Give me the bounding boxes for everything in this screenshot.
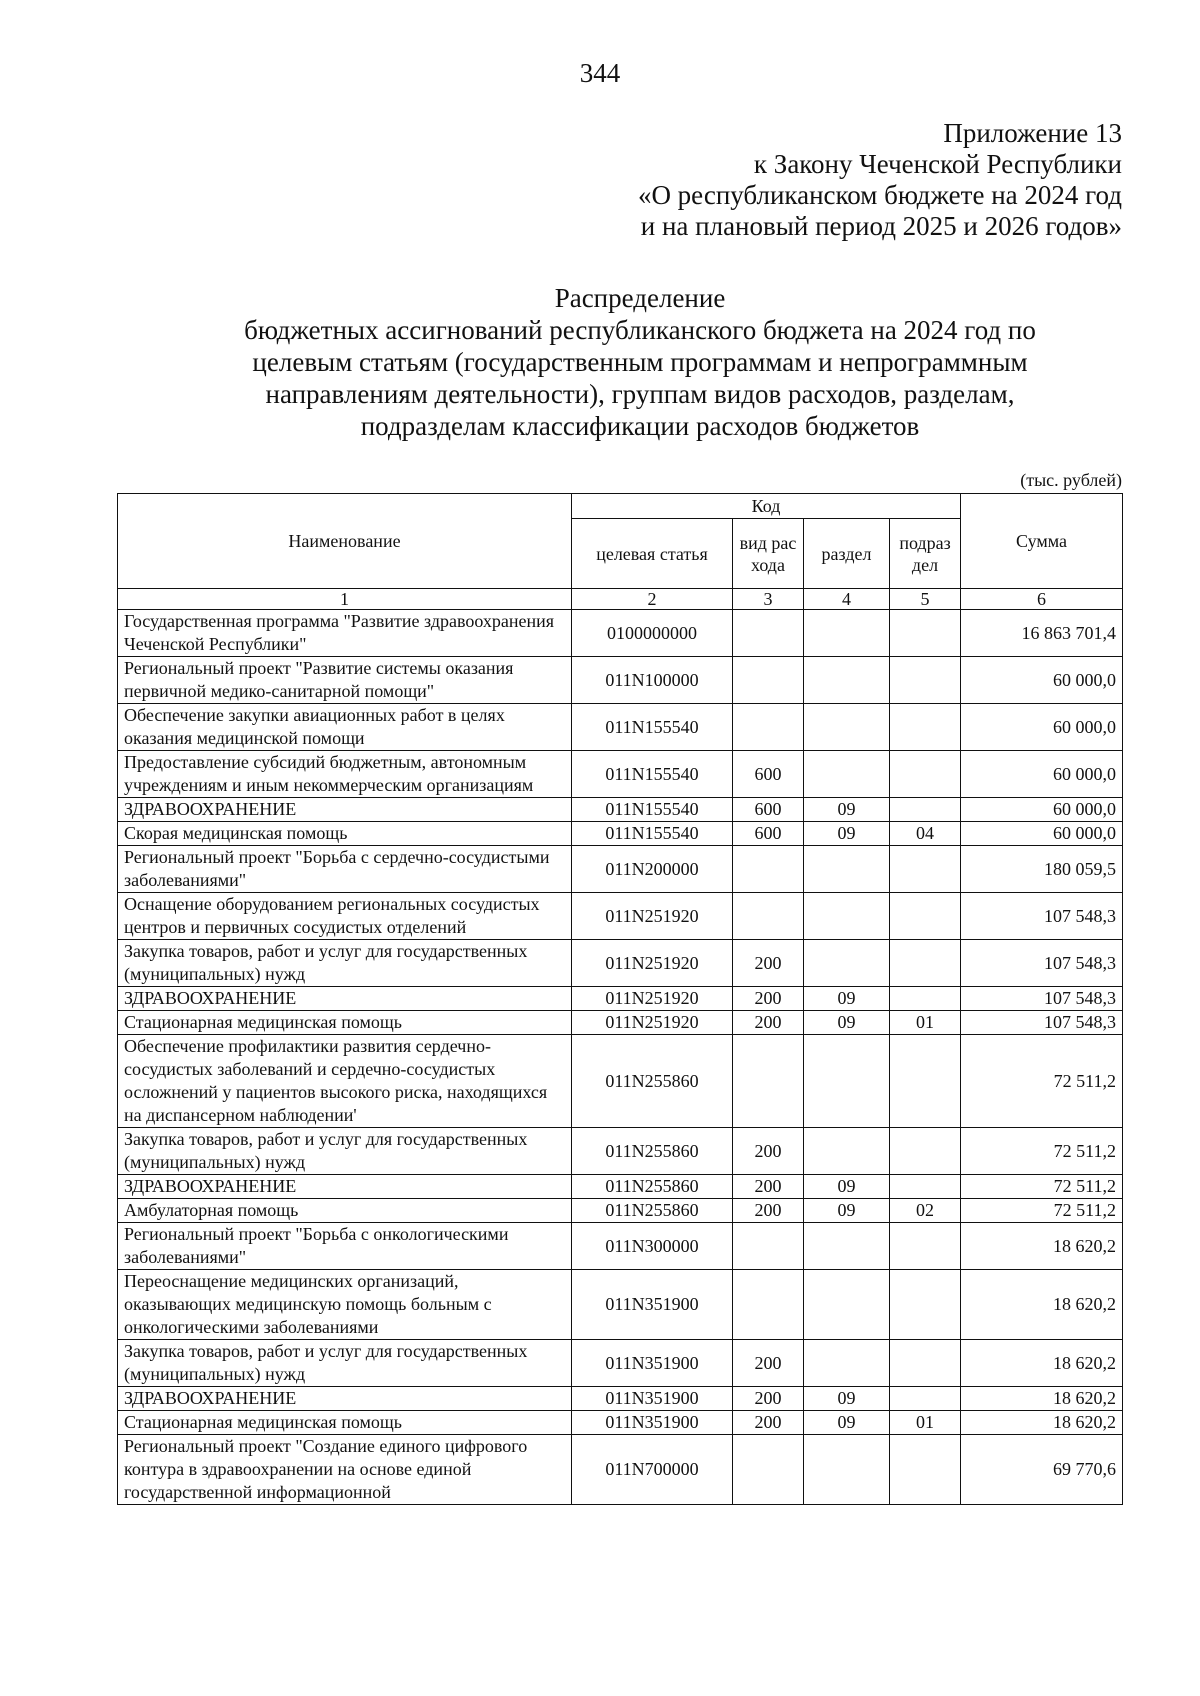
row-sum: 72 511,2 <box>961 1199 1123 1223</box>
row-section <box>804 1435 890 1505</box>
row-subsection <box>890 987 961 1011</box>
page-number: 344 <box>579 58 621 88</box>
row-name: Закупка товаров, работ и услуг для государственных (муниципальных) нужд <box>118 1340 572 1387</box>
row-section <box>804 1270 890 1340</box>
table-row <box>118 940 1123 987</box>
header-sum: Сумма <box>961 494 1123 589</box>
table-row <box>118 657 1123 704</box>
row-name: Стационарная медицинская помощь <box>118 1411 572 1435</box>
row-sum: 72 511,2 <box>961 1035 1123 1128</box>
row-name: ЗДРАВООХРАНЕНИЕ <box>118 798 572 822</box>
row-subsection <box>890 798 961 822</box>
row-target-code: 011N251920 <box>572 987 733 1011</box>
row-name: Стационарная медицинская помощь <box>118 1011 572 1035</box>
row-sum: 72 511,2 <box>961 1128 1123 1175</box>
table-row <box>118 751 1123 798</box>
header-subsection: подраздел <box>890 519 961 589</box>
row-name: ЗДРАВООХРАНЕНИЕ <box>118 987 572 1011</box>
row-sum: 18 620,2 <box>961 1223 1123 1270</box>
row-subsection <box>890 1035 961 1128</box>
row-target-code: 011N155540 <box>572 798 733 822</box>
header-expense-type: вид расхода <box>733 519 804 589</box>
column-number: 6 <box>961 589 1123 610</box>
table-row <box>118 1128 1123 1175</box>
row-target-code: 011N700000 <box>572 1435 733 1505</box>
title-line: направлениям деятельности), группам видов расходов, разделам, <box>265 379 1015 409</box>
row-sum: 60 000,0 <box>961 657 1123 704</box>
appendix-line: и на плановый период 2025 и 2026 годов» <box>640 211 1122 241</box>
row-sum: 18 620,2 <box>961 1387 1123 1411</box>
row-subsection <box>890 846 961 893</box>
row-section <box>804 704 890 751</box>
row-target-code: 011N255860 <box>572 1035 733 1128</box>
row-sum: 18 620,2 <box>961 1411 1123 1435</box>
row-sum: 107 548,3 <box>961 893 1123 940</box>
row-section <box>804 846 890 893</box>
title-line: Распределение <box>554 283 726 313</box>
row-expense-type: 600 <box>733 751 804 798</box>
row-sum: 18 620,2 <box>961 1340 1123 1387</box>
column-number: 2 <box>572 589 733 610</box>
row-subsection <box>890 893 961 940</box>
row-target-code: 011N255860 <box>572 1175 733 1199</box>
table-row <box>118 1340 1123 1387</box>
title-line: целевым статьям (государственным программам и непрограммным <box>252 347 1028 377</box>
row-sum: 107 548,3 <box>961 940 1123 987</box>
row-target-code: 011N251920 <box>572 893 733 940</box>
row-section: 09 <box>804 798 890 822</box>
row-sum: 180 059,5 <box>961 846 1123 893</box>
row-target-code: 011N351900 <box>572 1340 733 1387</box>
table-row <box>118 1387 1123 1411</box>
row-expense-type: 200 <box>733 1011 804 1035</box>
row-target-code: 011N255860 <box>572 1199 733 1223</box>
row-expense-type <box>733 1035 804 1128</box>
row-subsection <box>890 657 961 704</box>
row-name: Оснащение оборудованием региональных сосудистых центров и первичных сосудистых отделений <box>118 893 572 940</box>
row-expense-type <box>733 893 804 940</box>
row-expense-type: 200 <box>733 1411 804 1435</box>
row-name: Региональный проект "Борьба с онкологическими заболеваниями" <box>118 1223 572 1270</box>
row-section <box>804 1035 890 1128</box>
row-subsection <box>890 940 961 987</box>
table-row <box>118 610 1123 657</box>
row-expense-type <box>733 704 804 751</box>
row-target-code: 011N100000 <box>572 657 733 704</box>
column-number: 4 <box>804 589 890 610</box>
row-section <box>804 657 890 704</box>
column-number-row <box>118 589 1123 610</box>
row-expense-type <box>733 610 804 657</box>
row-target-code: 011N351900 <box>572 1270 733 1340</box>
row-target-code: 011N251920 <box>572 1011 733 1035</box>
row-expense-type: 200 <box>733 1387 804 1411</box>
row-subsection <box>890 751 961 798</box>
row-section <box>804 1128 890 1175</box>
column-number: 3 <box>733 589 804 610</box>
row-name: Закупка товаров, работ и услуг для государственных (муниципальных) нужд <box>118 1128 572 1175</box>
row-name: Региональный проект "Развитие системы оказания первичной медико-санитарной помощи" <box>118 657 572 704</box>
header-code-group: Код <box>572 494 961 519</box>
row-subsection <box>890 1223 961 1270</box>
row-subsection: 04 <box>890 822 961 846</box>
row-target-code: 011N255860 <box>572 1128 733 1175</box>
row-sum: 16 863 701,4 <box>961 610 1123 657</box>
table-row <box>118 1435 1123 1505</box>
row-section: 09 <box>804 1387 890 1411</box>
row-name: Обеспечение профилактики развития сердечно-сосудистых заболеваний и сердечно-сосудистых осложнений у пациентов высокого риска, находящихся на диспансерном наблюдении' <box>118 1035 572 1128</box>
row-subsection <box>890 1175 961 1199</box>
column-number: 5 <box>890 589 961 610</box>
row-subsection <box>890 1128 961 1175</box>
row-target-code: 011N155540 <box>572 751 733 798</box>
row-sum: 60 000,0 <box>961 751 1123 798</box>
row-subsection: 01 <box>890 1011 961 1035</box>
table-row <box>118 1223 1123 1270</box>
row-expense-type <box>733 1270 804 1340</box>
row-section <box>804 1340 890 1387</box>
row-section: 09 <box>804 1011 890 1035</box>
row-name: Региональный проект "Борьба с сердечно-сосудистыми заболеваниями" <box>118 846 572 893</box>
row-expense-type: 200 <box>733 1128 804 1175</box>
row-subsection <box>890 704 961 751</box>
appendix-line: Приложение 13 <box>943 118 1122 148</box>
row-name: ЗДРАВООХРАНЕНИЕ <box>118 1387 572 1411</box>
header-name: Наименование <box>118 494 572 589</box>
row-expense-type: 600 <box>733 822 804 846</box>
row-name: Переоснащение медицинских организаций, оказывающих медицинскую помощь больным с онкологическими заболеваниями <box>118 1270 572 1340</box>
row-expense-type: 200 <box>733 940 804 987</box>
row-expense-type: 200 <box>733 1340 804 1387</box>
row-sum: 72 511,2 <box>961 1175 1123 1199</box>
row-section: 09 <box>804 1175 890 1199</box>
row-target-code: 0100000000 <box>572 610 733 657</box>
table-row <box>118 822 1123 846</box>
row-section <box>804 940 890 987</box>
table-row <box>118 1175 1123 1199</box>
row-section <box>804 893 890 940</box>
table-row <box>118 1270 1123 1340</box>
row-sum: 69 770,6 <box>961 1435 1123 1505</box>
row-section: 09 <box>804 1411 890 1435</box>
row-section: 09 <box>804 822 890 846</box>
row-subsection <box>890 1387 961 1411</box>
row-target-code: 011N155540 <box>572 704 733 751</box>
row-subsection <box>890 1270 961 1340</box>
table-row <box>118 1011 1123 1035</box>
row-section: 09 <box>804 987 890 1011</box>
appendix-line: к Закону Чеченской Республики <box>753 149 1122 179</box>
row-target-code: 011N200000 <box>572 846 733 893</box>
row-sum: 107 548,3 <box>961 987 1123 1011</box>
header-section: раздел <box>804 519 890 589</box>
table-row <box>118 704 1123 751</box>
row-section <box>804 1223 890 1270</box>
row-sum: 60 000,0 <box>961 798 1123 822</box>
row-name: Обеспечение закупки авиационных работ в целях оказания медицинской помощи <box>118 704 572 751</box>
row-subsection <box>890 610 961 657</box>
row-subsection: 01 <box>890 1411 961 1435</box>
row-name: Региональный проект "Создание единого цифрового контура в здравоохранении на основе единой государственной информационной <box>118 1435 572 1505</box>
row-name: ЗДРАВООХРАНЕНИЕ <box>118 1175 572 1199</box>
row-section <box>804 751 890 798</box>
column-number: 1 <box>118 589 572 610</box>
row-subsection <box>890 1435 961 1505</box>
row-expense-type: 600 <box>733 798 804 822</box>
table-row <box>118 987 1123 1011</box>
row-sum: 107 548,3 <box>961 1011 1123 1035</box>
row-target-code: 011N351900 <box>572 1411 733 1435</box>
row-expense-type: 200 <box>733 1199 804 1223</box>
row-target-code: 011N251920 <box>572 940 733 987</box>
title-line: бюджетных ассигнований республиканского бюджета на 2024 год по <box>244 315 1036 345</box>
table-row <box>118 798 1123 822</box>
table-row <box>118 846 1123 893</box>
row-expense-type <box>733 1435 804 1505</box>
row-expense-type: 200 <box>733 1175 804 1199</box>
row-name: Закупка товаров, работ и услуг для государственных (муниципальных) нужд <box>118 940 572 987</box>
row-target-code: 011N155540 <box>572 822 733 846</box>
header-target: целевая статья <box>572 519 733 589</box>
row-expense-type <box>733 846 804 893</box>
table-body <box>118 610 1123 1505</box>
row-name: Амбулаторная помощь <box>118 1199 572 1223</box>
row-expense-type <box>733 1223 804 1270</box>
row-subsection <box>890 1340 961 1387</box>
row-section <box>804 610 890 657</box>
row-target-code: 011N351900 <box>572 1387 733 1411</box>
table-row <box>118 1411 1123 1435</box>
budget-table <box>117 493 1123 1505</box>
row-name: Скорая медицинская помощь <box>118 822 572 846</box>
units-label: (тыс. рублей) <box>1020 470 1122 490</box>
row-sum: 18 620,2 <box>961 1270 1123 1340</box>
appendix-reference <box>638 118 1122 242</box>
row-expense-type: 200 <box>733 987 804 1011</box>
row-expense-type <box>733 657 804 704</box>
row-target-code: 011N300000 <box>572 1223 733 1270</box>
row-section: 09 <box>804 1199 890 1223</box>
row-sum: 60 000,0 <box>961 704 1123 751</box>
title-line: подразделам классификации расходов бюджетов <box>360 411 920 441</box>
table-row <box>118 1199 1123 1223</box>
table-row <box>118 893 1123 940</box>
row-sum: 60 000,0 <box>961 822 1123 846</box>
table-row <box>118 1035 1123 1128</box>
row-subsection: 02 <box>890 1199 961 1223</box>
appendix-line: «О республиканском бюджете на 2024 год <box>637 180 1122 210</box>
row-name: Предоставление субсидий бюджетным, автономным учреждениям и иным некоммерческим организациям <box>118 751 572 798</box>
document-title <box>170 282 1110 442</box>
row-name: Государственная программа "Развитие здравоохранения Чеченской Республики" <box>118 610 572 657</box>
